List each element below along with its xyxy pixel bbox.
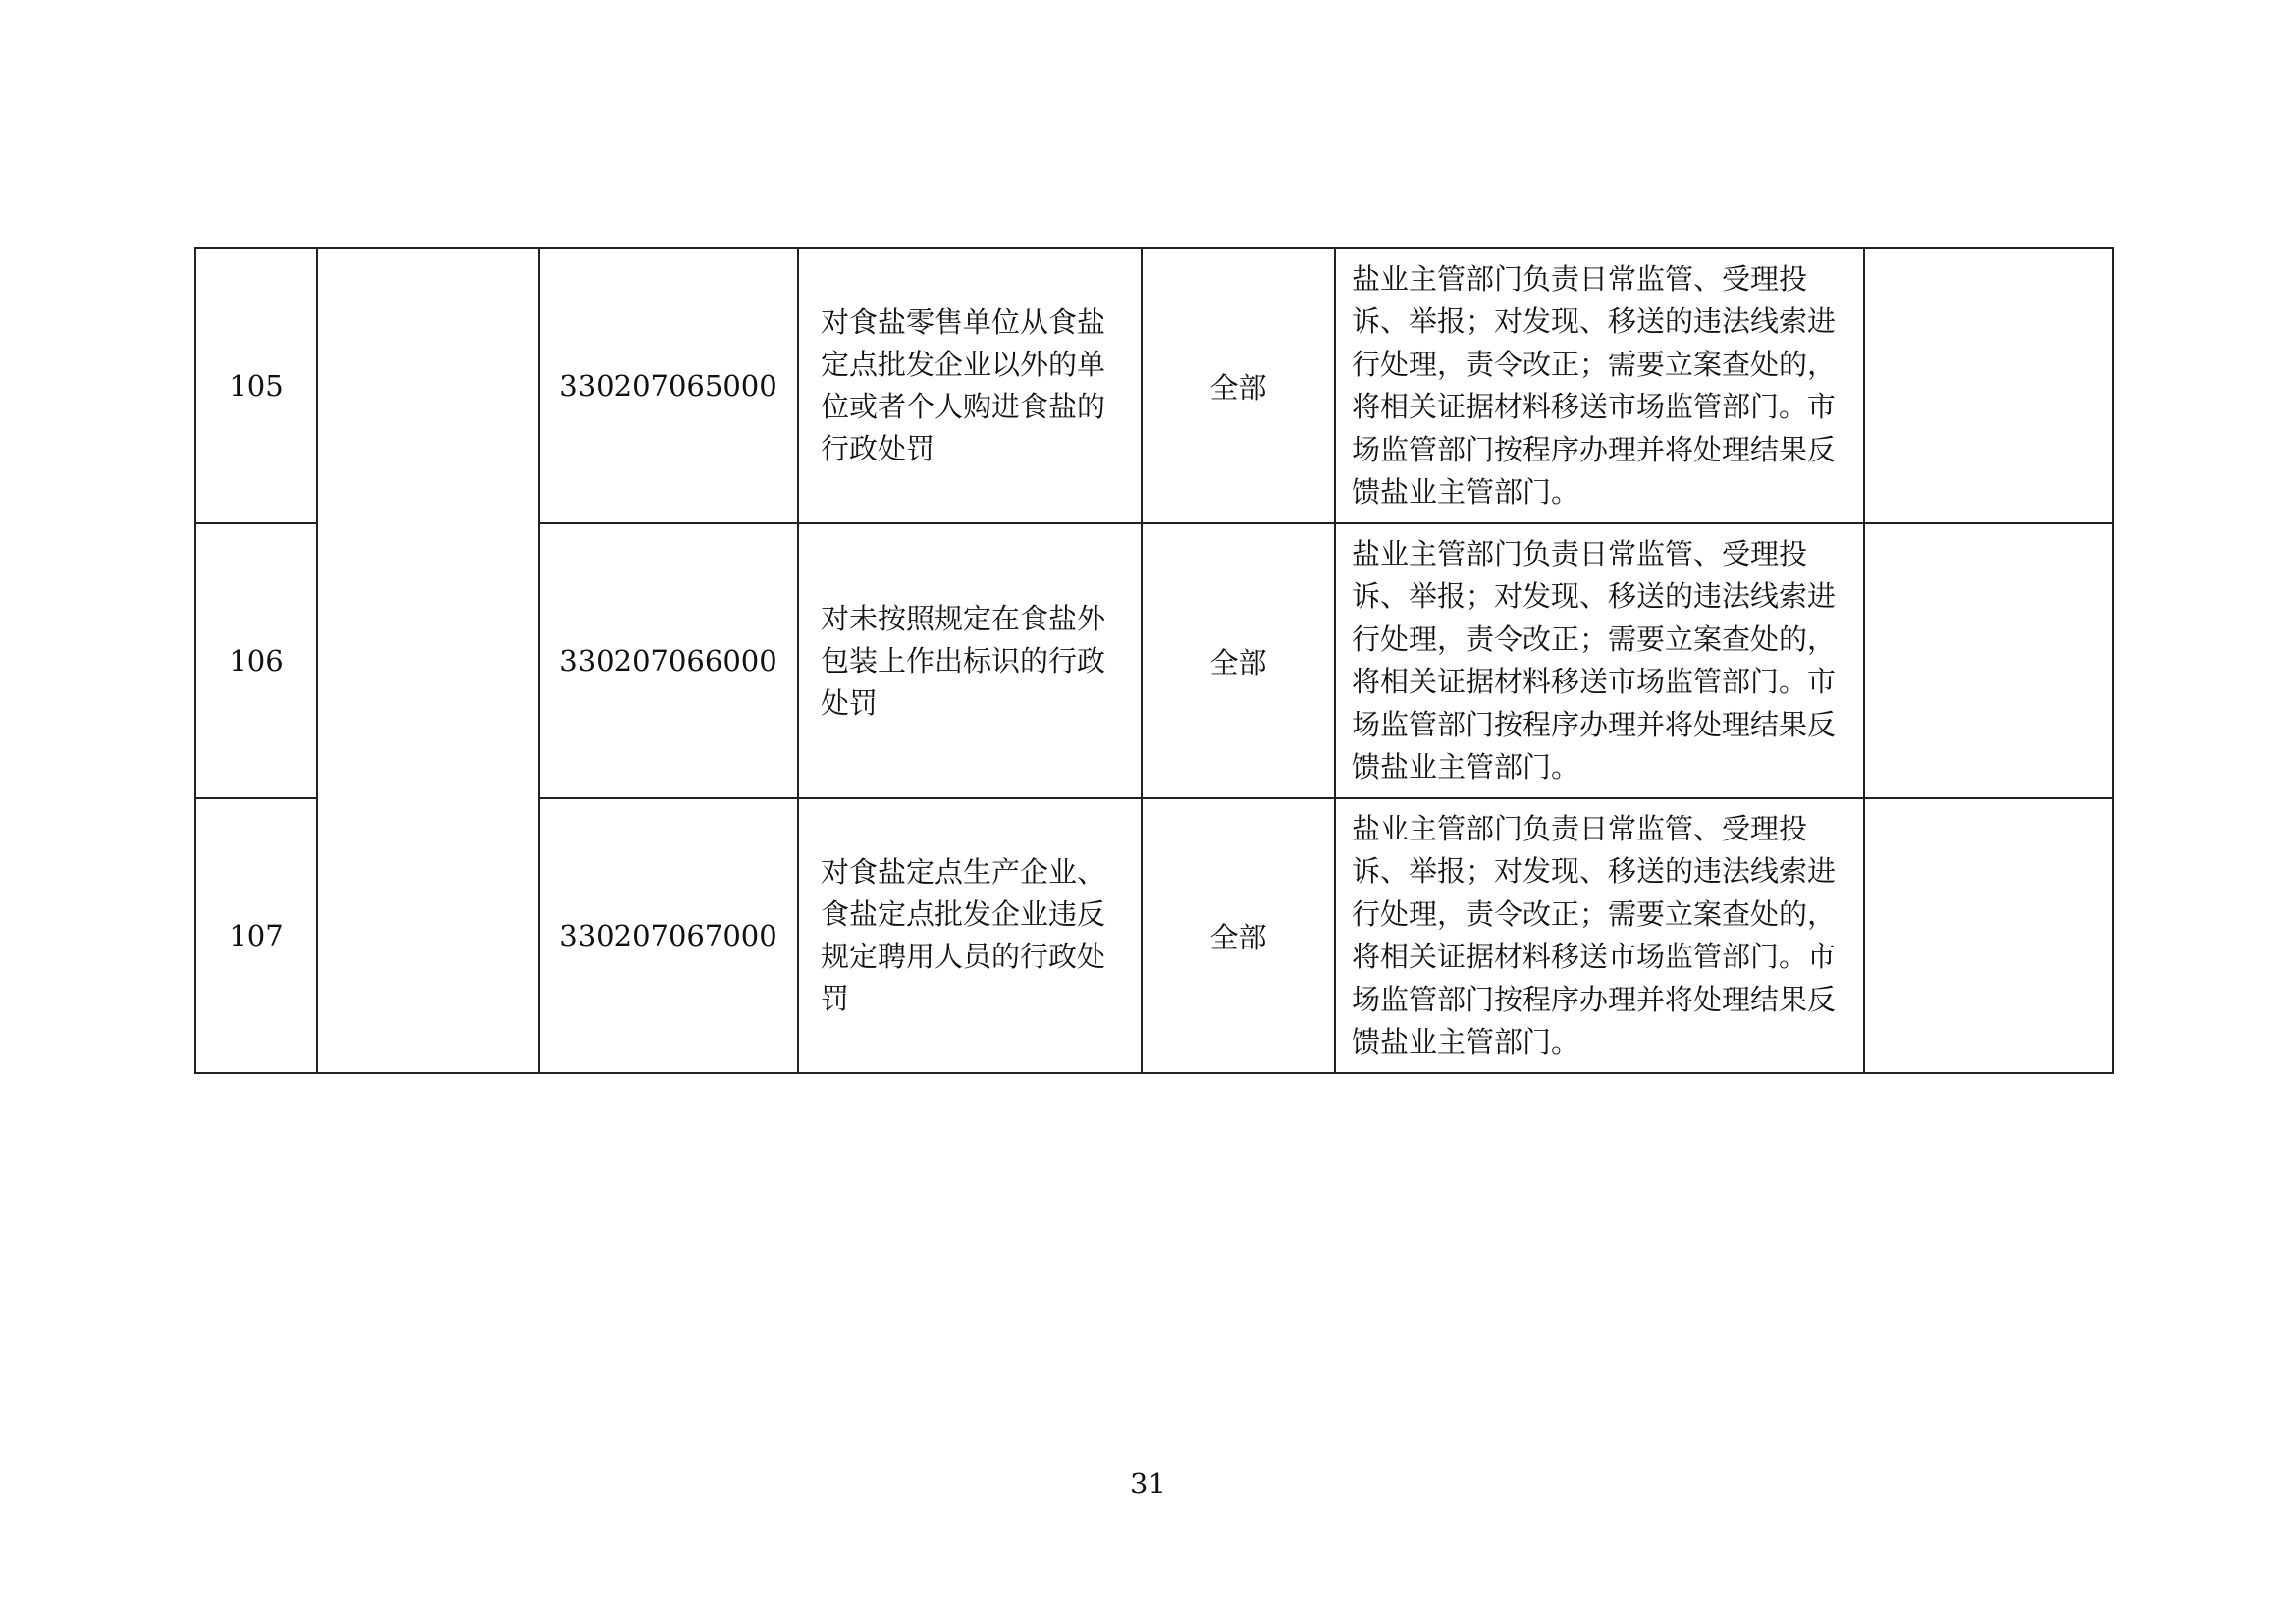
item-name (798, 248, 1142, 523)
page-number: 31 (1130, 1467, 1166, 1500)
merged-category-cell (317, 248, 539, 1073)
item-code: 330207067000 (539, 798, 798, 1073)
row-number: 105 (195, 248, 317, 523)
row-number: 107 (195, 798, 317, 1073)
duty-table (194, 247, 2114, 1074)
duty-text: 盐业主管部门负责日常监管、受理投诉、举报；对发现、移送的违法线索进行处理，责令改正；需要立案查处的，将相关证据材料移送市场监管部门。市场监管部门按程序办理并将处理结果反馈盐业主管部门。 (1352, 536, 1837, 784)
note (1864, 523, 2113, 798)
item-name-text: 对未按照规定在食盐外包装上作出标识的行政处罚 (821, 601, 1106, 720)
duty-description (1335, 523, 1864, 798)
scope: 全部 (1142, 798, 1335, 1073)
table-row (195, 248, 2113, 523)
row-number: 106 (195, 523, 317, 798)
scope: 全部 (1142, 248, 1335, 523)
item-name-text: 对食盐零售单位从食盐定点批发企业以外的单位或者个人购进食盐的行政处罚 (821, 305, 1106, 465)
item-name (798, 798, 1142, 1073)
duty-description (1335, 248, 1864, 523)
item-code: 330207065000 (539, 248, 798, 523)
duty-text: 盐业主管部门负责日常监管、受理投诉、举报；对发现、移送的违法线索进行处理，责令改正；需要立案查处的，将相关证据材料移送市场监管部门。市场监管部门按程序办理并将处理结果反馈盐业主管部门。 (1352, 261, 1837, 509)
item-code: 330207066000 (539, 523, 798, 798)
scope: 全部 (1142, 523, 1335, 798)
duty-text: 盐业主管部门负责日常监管、受理投诉、举报；对发现、移送的违法线索进行处理，责令改正；需要立案查处的，将相关证据材料移送市场监管部门。市场监管部门按程序办理并将处理结果反馈盐业主管部门。 (1352, 811, 1837, 1058)
note (1864, 248, 2113, 523)
duty-description (1335, 798, 1864, 1073)
item-name (798, 523, 1142, 798)
note (1864, 798, 2113, 1073)
item-name-text: 对食盐定点生产企业、食盐定点批发企业违反规定聘用人员的行政处罚 (821, 855, 1106, 1015)
